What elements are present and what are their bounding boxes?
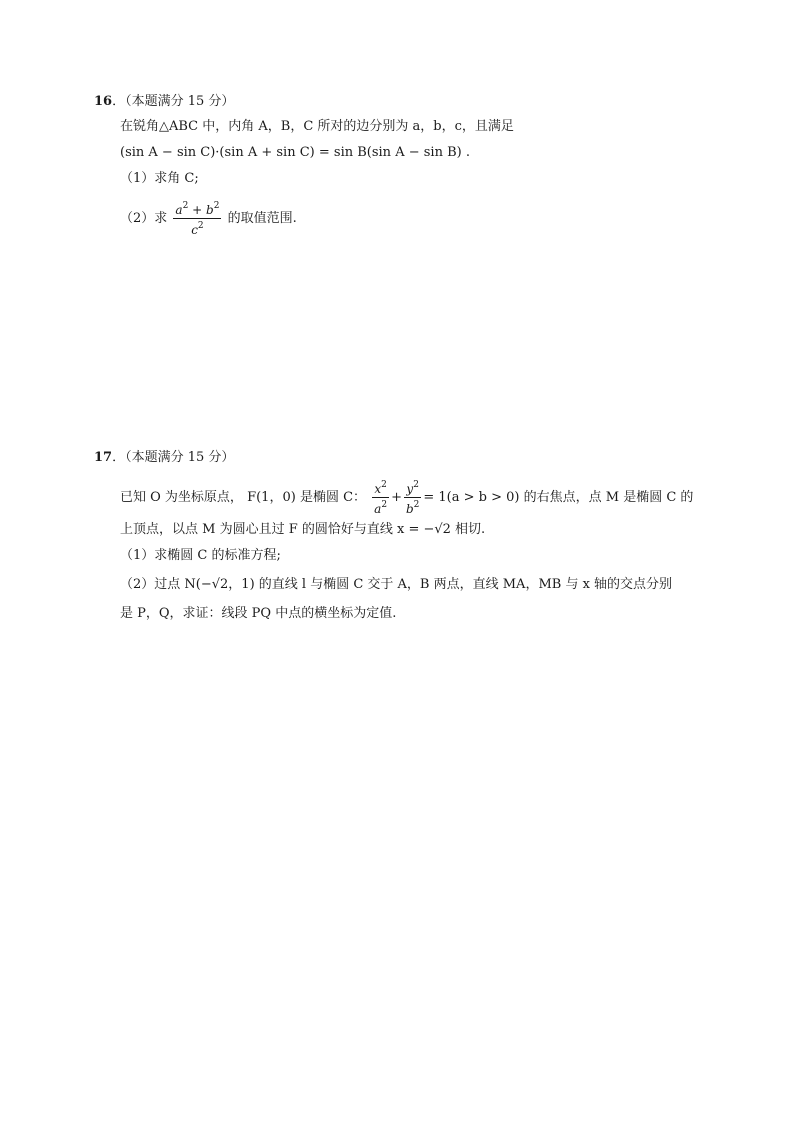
question-17-number: 17: [94, 450, 113, 465]
expression-fraction: $\frac{a^2 + b^2}{c^2}$: [175, 201, 220, 237]
question-16-intro: 在锐角△ABC 中，内角 A，B，C 所对的边分别为 a，b，c，且满足: [120, 119, 514, 134]
question-16-score: ．（本题满分 15 分）: [112, 94, 235, 109]
question-17-line1-d: 的右焦点，点 M 是椭圆 C 的: [523, 490, 694, 505]
question-17-header: [94, 448, 234, 468]
question-17-line2: 上顶点，以点 M 为圆心且过 F 的圆恰好与直线 x = −√2 相切.: [120, 522, 486, 537]
ellipse-y-term: $\frac{y^2}{b^2}$: [405, 480, 420, 516]
question-16-part2-prefix: （2）求: [120, 211, 168, 226]
question-16-part2-suffix: 的取值范围.: [227, 211, 297, 226]
ellipse-x-term: $\frac{x^2}{a^2}$: [374, 480, 388, 516]
question-17-score: ．（本题满分 15 分）: [112, 450, 235, 465]
focus-point: F(1，0): [247, 490, 296, 505]
question-17-part2: （2）过点 N(−√2，1) 的直线 l 与椭圆 C 交于 A，B 两点，直线 MA，MB 与 x 轴的交点分别: [120, 577, 673, 592]
question-16-number: 16: [94, 94, 113, 109]
question-17-line1-c: 是椭圆 C：: [299, 490, 367, 505]
question-16-header: [94, 92, 234, 112]
question-16-part2: [120, 199, 297, 238]
question-16-condition: (sin A − sin C)·(sin A + sin C) = sin B(sin A − sin B) .: [120, 145, 470, 160]
question-17-part1: （1）求椭圆 C 的标准方程;: [120, 548, 281, 563]
question-17-line1: 已知 O 为坐标原点， F(1，0) 是椭圆 C： $\frac{x^2}{a^2}$ + $\frac{y^2}{b^2}$ = 1(a > b > 0) 的右焦点，点 M 是椭圆 C 的: [120, 480, 694, 516]
question-16-part1: （1）求角 C;: [120, 171, 199, 186]
ellipse-condition: = 1(a > b > 0): [423, 490, 520, 505]
question-17-line1-a: 已知 O 为坐标原点，: [120, 490, 243, 505]
question-17-part2-cont: 是 P，Q，求证：线段 PQ 中点的横坐标为定值.: [120, 606, 397, 621]
